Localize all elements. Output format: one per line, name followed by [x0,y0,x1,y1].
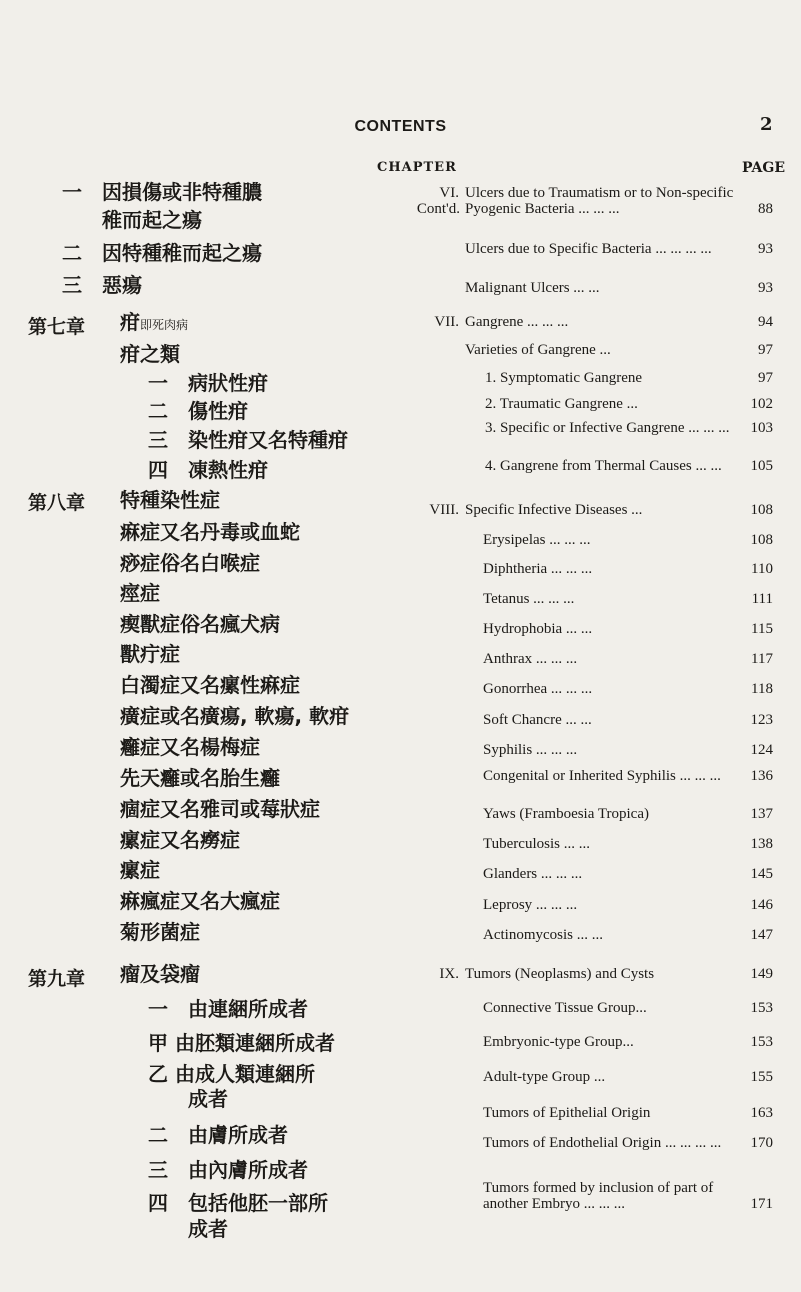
toc-entry: Ulcers due to Traumatism or to Non-specific Pyogenic Bacteria ... ... ... 88 [465,185,773,217]
cjk-entry: 成者 [148,1087,228,1111]
cjk-entry: 白濁症又名瘰性痳症 [120,673,300,697]
toc-entry: 1. Symptomatic Gangrene 97 [485,370,773,386]
cjk-entry: 二 因特種稚而起之瘍 [62,241,262,265]
toc-entry: Diphtheria ... ... ... 110 [483,561,773,577]
toc-entry: Tumors of Epithelial Origin 163 [483,1105,773,1121]
chapter-cjk-8: 第八章 [28,492,86,514]
toc-entry: Leprosy ... ... ... 146 [483,897,773,913]
cjk-entry: 瘰症又名癆症 [120,828,240,852]
toc-entry: Hydrophobia ... ... 115 [483,621,773,637]
cjk-entry: 痳症又名丹毒或血蛇 [120,520,300,544]
chapter-column-heading: CHAPTER [377,160,457,175]
cjk-entry: 成者 [148,1217,228,1241]
cjk-entry: 特種染性症 [120,488,220,512]
toc-entry: Erysipelas ... ... ... 108 [483,532,773,548]
toc-entry: Actinomycosis ... ... 147 [483,927,773,943]
page-title: CONTENTS [354,118,447,135]
toc-entry: Varieties of Gangrene ... 97 [465,342,773,358]
cjk-entry: 四 包括他胚一部所 [148,1191,328,1215]
cjk-entry: 瘈獸症俗名瘋犬病 [120,612,280,636]
toc-entry: Tumors formed by inclusion of part of another Embryo ... ... ... 171 [483,1180,773,1212]
cjk-entry: 痙症 [120,581,160,605]
toc-entry: Ulcers due to Specific Bacteria ... ... ... ... 93 [465,241,773,257]
cjk-entry: 一 病狀性疳 [148,371,268,395]
toc-entry: Tumors of Endothelial Origin ... ... ... ... 170 [483,1135,773,1151]
cjk-entry: 一 由連綑所成者 [148,997,308,1021]
toc-entry: Syphilis ... ... ... 124 [483,742,773,758]
chapter-cjk-9: 第九章 [28,968,86,990]
cjk-entry: 一 因損傷或非特種膿 [62,180,262,204]
toc-entry: Specific Infective Diseases ... 108 [465,502,773,518]
cjk-entry: 三 惡瘍 [62,273,142,297]
toc-entry: Congenital or Inherited Syphilis ... ... ... 136 [483,768,773,784]
toc-entry: 4. Gangrene from Thermal Causes ... ... 105 [485,458,773,474]
cjk-entry: 三 染性疳又名特種疳 [148,428,348,452]
toc-entry: Connective Tissue Group... 153 [483,1000,773,1016]
chapter-number: IX. [439,966,459,982]
page-number: 2 [760,114,773,135]
cjk-entry: 稚而起之瘍 [62,208,202,232]
chapter-number: VI. [439,185,459,201]
toc-entry: Embryonic-type Group... 153 [483,1034,773,1050]
toc-entry: Soft Chancre ... ... 123 [483,712,773,728]
chapter-number: VIII. [429,502,459,518]
page-column-heading: PAGE [742,160,785,176]
cjk-entry: 疳即死肉病 [120,310,189,334]
cjk-entry: 二 傷性疳 [148,399,248,423]
cjk-entry: 先天癰或名胎生癰 [120,766,280,790]
cjk-entry: 痧症俗名白喉症 [120,551,260,575]
toc-entry: Adult-type Group ... 155 [483,1069,773,1085]
chapter-cjk-7: 第七章 [28,316,86,338]
toc-entry: Gangrene ... ... ... 94 [465,314,773,330]
cjk-entry: 三 由內膚所成者 [148,1158,308,1182]
cjk-entry: 甲 由胚類連綑所成者 [148,1031,335,1055]
cjk-entry: 乙 由成人類連綑所 [148,1062,315,1086]
cjk-entry: 癀症或名癀瘍, 軟瘍, 軟疳 [120,704,350,728]
toc-entry: Tumors (Neoplasms) and Cysts 149 [465,966,773,982]
toc-entry: Glanders ... ... ... 145 [483,866,773,882]
chapter-number: VII. [434,314,459,330]
cjk-entry: 菊形菌症 [120,920,200,944]
cjk-entry: 疳之類 [120,342,180,366]
cjk-entry: 痼症又名雅司或莓狀症 [120,797,320,821]
toc-entry: 2. Traumatic Gangrene ... 102 [485,396,773,412]
toc-entry: Yaws (Framboesia Tropica) 137 [483,806,773,822]
cjk-entry: 獸疔症 [120,642,180,666]
toc-entry: 3. Specific or Infective Gangrene ... ... ... 103 [485,420,773,436]
cjk-entry: 瘰症 [120,858,160,882]
toc-entry: Anthrax ... ... ... 117 [483,651,773,667]
cjk-entry: 癰症又名楊梅症 [120,735,260,759]
cjk-entry: 瘤及袋瘤 [120,962,200,986]
toc-entry: Tuberculosis ... ... 138 [483,836,773,852]
cjk-entry: 四 凍熱性疳 [148,458,268,482]
chapter-number: Cont'd. [416,201,460,217]
toc-entry: Gonorrhea ... ... ... 118 [483,681,773,697]
toc-entry: Malignant Ulcers ... ... 93 [465,280,773,296]
toc-entry: Tetanus ... ... ... 111 [483,591,773,607]
cjk-entry: 痳瘋症又名大瘋症 [120,889,280,913]
cjk-entry: 二 由膚所成者 [148,1123,288,1147]
